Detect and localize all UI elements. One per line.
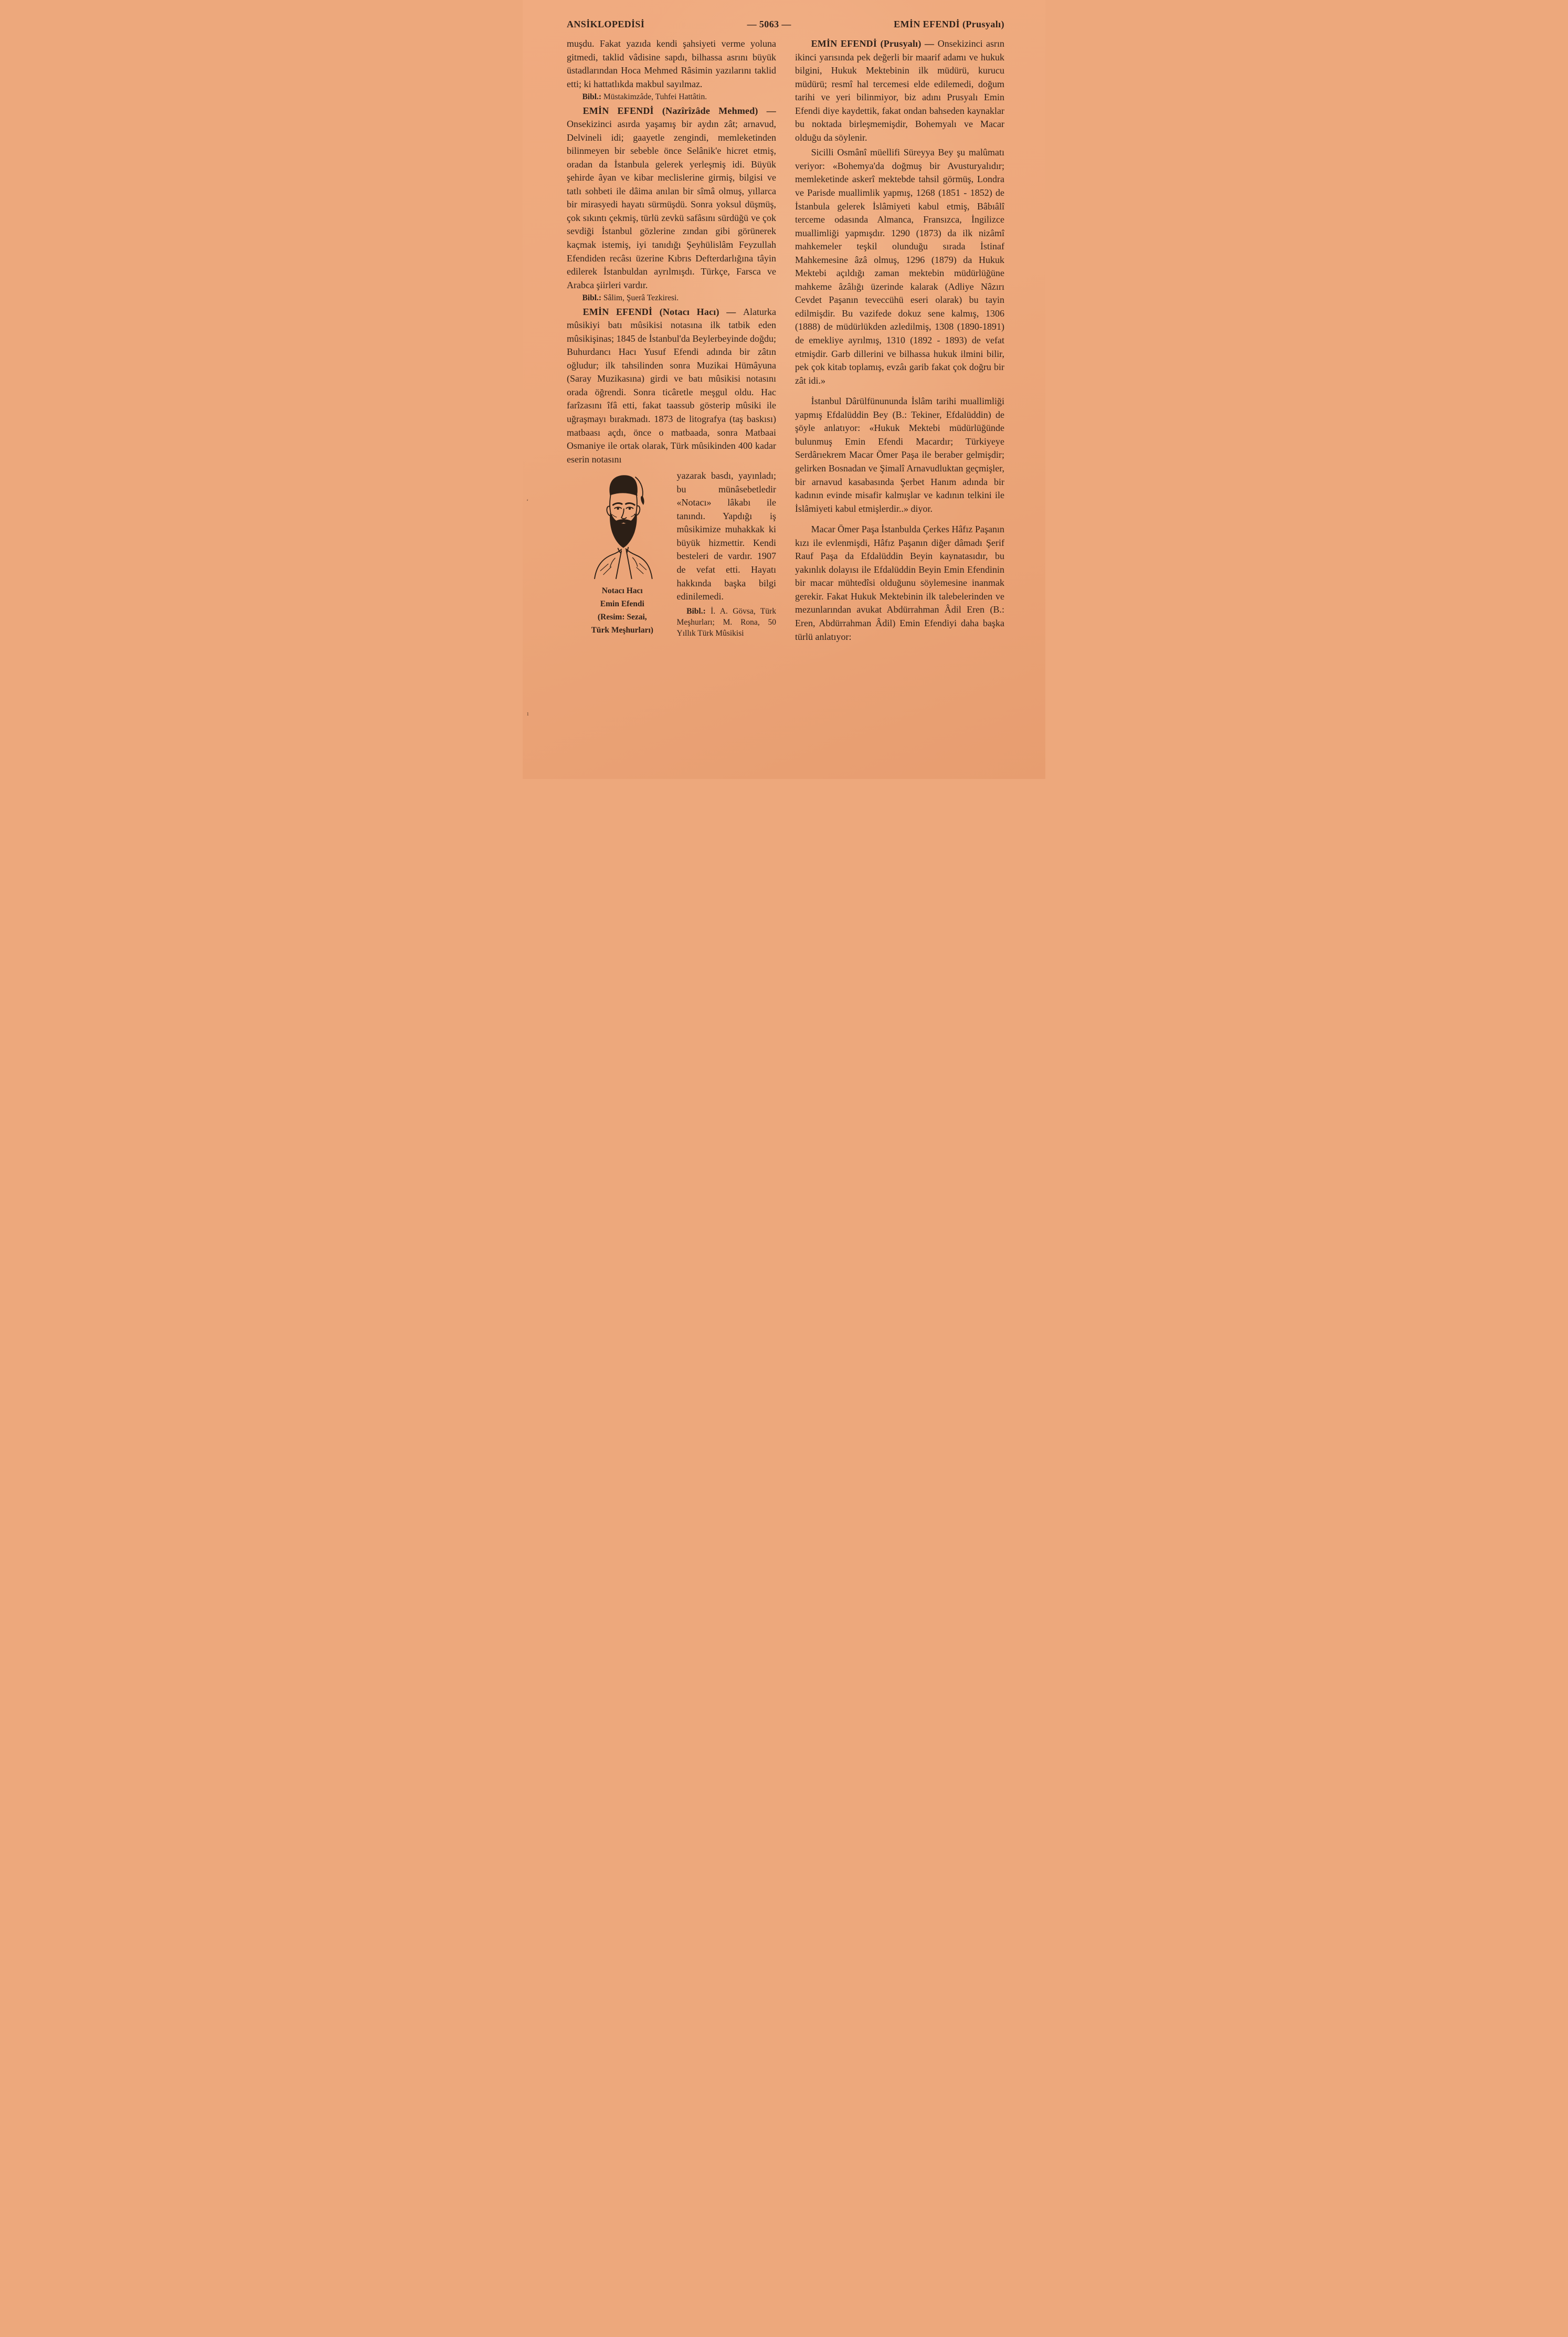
entry-notaci-haci [567,306,776,467]
two-column-layout [523,30,1045,662]
bibliography-line-salim [567,292,776,303]
caption-line: Notacı Hacı [601,586,643,596]
caption-line: (Resim: Sezai, [597,613,647,622]
bibl-label: Bibl.: [582,293,602,303]
entry-heading-prusyali: EMİN EFENDİ (Prusyalı) — [811,38,938,49]
encyclopedia-page [523,0,1045,779]
right-column [795,37,1004,644]
entry-prusyali [795,37,1004,144]
page-header [523,0,1045,30]
entry-body: Alaturka mûsikiyi batı mûsikisi notasına ilk tatbik eden mûsikişinas; 1845 de İstanbul'da Beylerbeyinde doğdu; Buhurdancı Hacı Yusuf Efendi adında bir zâtın oğludur; ilk tahsilinden sonra Muzikai Hümâyuna (Saray Muzikasına) girdi ve batı mûsikisi notasını orada öğrendi. Sonra ticâretle meşgul oldu. Hac farîzasını îfâ etti, fakat taassub gösterip mûsiki ile uğraşmayı bırakmadı. 1873 de litografya (taş baskısı) matbaası açdı, önce o matbaada, sonra Matbaai Osmaniye ile ortak olarak, Türk mûsikinden 400 kadar eserin notasını [567,306,776,465]
running-title: ANSİKLOPEDİSİ [567,19,645,29]
entry-body: Onsekizinci asrın ikinci yarısında pek değerli bir maarif adamı ve hukuk bilgini, Hukuk Mektebinin ilk müdürü, kurucu müdürü; resmî hal tercemesi elde edilemedi, doğum tarihi ve yeri bilinmiyor, biz adını Prusyalı Emin Efendi diye kaydettik, fakat ondan bahseden kaynaklar bu noktada birleşmemişdir, Bohemyalı ve Macar olduğu da söylenir. [795,38,1005,143]
paragraph-sicilli-osmani: Sicilli Osmânî müellifi Süreyya Bey şu malûmatı veriyor: «Bohemya'da doğmuş bir Avusturyalıdır; memleketinde askerî mektebde tahsil görmüş, Londra ve Parisde muallimlik yapmış, 1268 (1851 - 1852) de İstanbula gelerek İslâmiyeti kabul etmiş, Bâbıâlî terceme odasında Almanca, Fransızca, İngilizce muallimliği yapmışdır. 1290 (1873) da ilk nizâmî mahkemeler teşkil olunduğu sırada İstinaf Mahkemesine âzâ olmuş, 1296 (1879) da Hukuk Mektebi açıldığı zaman mektebin müdürlüğüne mahkeme âzâlığı üzerinde kalarak (Adliye Nâzırı Cevdet Paşanın teveccühü eseri olarak) bu tayin edilmişdir. Bu vazifede dokuz sene kalmış, 1306 (1888) de müdürlükden azledilmiş, 1308 (1890-1891) de emekliye ayrılmış, 1310 (1892 - 1893) de vefat etmişdir. Garb dillerini ve bilhassa hukuk ilmini bilir, pek çok kitab toplamış, evzâı garib fakat çok doğru bir zât idi.» [795,147,1004,386]
portrait-illustration [581,470,664,580]
scan-artifact: ʻ [526,497,529,505]
portrait-and-text-row [567,468,776,640]
portrait-caption [574,584,671,637]
entry-heading-nazirzade: EMİN EFENDİ (Nazîrîzâde Mehmed) — [582,105,776,116]
bibl-text: İ. A. Gövsa, Türk Meşhurları; M. Rona, 50 Yıllık Türk Mûsikisi [676,606,776,638]
bibliography-line-govsa [677,606,776,639]
paragraph-macar-omer-pasa: Macar Ömer Paşa İstanbulda Çerkes Hâfız Paşanın kızı ile evlenmişdi, Hâfız Paşanın diğer dâmadı Şerif Rauf Paşa da Efdalüddin Beyin kaynatasıdır, bu yakınlık dolayısı ile Efdalüddin Beyin Emin Efendinin bir macar mühtedîsi olduğunu söylemesine inanmak gerekir. Fakat Hukuk Mektebinin ilk talebelerinden ve mezunlarından avukat Abdürrahman Âdil Eren (B.: Eren, Abdürrahman Âdil) Emin Efendiyi daha başka türlü anlatıyor: [795,524,1004,642]
paragraph-istanbul-darulfununu: İstanbul Dârülfünununda İslâm tarihi muallimliği yapmış Efdalüddin Bey (B.: Tekiner, Efdalüddin) de şöyle anlatıyor: «Hukuk Mektebi müdürlüğünde bulunmuş Emin Efendi Macardır; Türkiyeye Serdârıekrem Macar Ömer Paşa ile beraber gelmişdir; gelirken Bosnadan ve Şimalî Arnavudluktan geçmişler, bir arnavud kasabasında Şerbet Hanım adında bir kadının evinde misafir kalmışlar ve kadının telkini ile İslâmiyeti kabul etmişlerdir..» diyor. [795,396,1004,514]
bibl-text: Müstakimzâde, Tuhfei Hattâtin. [601,92,707,102]
text-beside-portrait [677,468,776,640]
scan-artifact: ı [527,709,529,717]
bibliography-line-hattatin [567,91,776,102]
bibl-label: Bibl.: [582,92,602,102]
page-number: — 5063 — [747,19,791,29]
bibl-text: Sâlim, Şuerâ Tezkiresi. [601,293,679,303]
continuation-paragraph: muşdu. Fakat yazıda kendi şahsiyeti verme yoluna gitmedi, taklid vâdisine sapdı, bilhassa asrını büyük üstadlarından Hoca Mehmed Râsimin yazılarını taklid etti; ki hattatlıkda makbul sayılmaz. [567,38,776,89]
running-entry-title: EMİN EFENDİ (Prusyalı) [894,19,1004,29]
entry-heading-notaci: EMİN EFENDİ (Notacı Hacı) — [582,306,744,317]
entry-notaci-continuation: yazarak basdı, yayınladı; bu münâsebetledir «Notacı» lâkabı ile tanındı. Yapdığı iş mûsikimize muhakkak ki büyük hizmettir. Kendi besteleri de vardır. 1907 de vefat etti. Hayatı hakkında başka bilgi edinilemedi. [676,470,776,602]
caption-line: Emin Efendi [600,599,644,609]
portrait-figure [574,470,671,640]
left-column [567,37,776,644]
caption-line: Türk Meşhurları) [591,626,653,635]
bibl-label: Bibl.: [686,606,706,616]
entry-body: Onsekizinci asırda yaşamış bir aydın zât; arnavud, Delvineli idi; gaayetle zengindi, memleketinden bilinmeyen bir sebeble önce Selânik'e hicret etmiş, oradan da İstanbula gelerek yerleşmiş idi. Büyük şehirde âyan ve kibar meclislerine girmiş, bilgisi ve tatlı sohbeti ile dâima anılan bir sîmâ olmuş, yıllarca bir mirasyedi hayatı sürmüşdü. Sonra yoksul düşmüş, çok sıkıntı çekmiş, türlü zevkü safâsını sürdüğü ve çok sevdiği İstanbul gözlerine zından gibi görünerek kaçmak istemiş, iyi tanıdığı Şeyhülislâm Feyzullah Efendiden recâsı üzerine Kıbrıs Defterdarlığına tâyin edilerek İstanbuldan ayrılmışdı. Türkçe, Farsca ve Arabca şiirleri vardır. [567,119,776,290]
entry-nazirzade-mehmed [567,104,776,292]
